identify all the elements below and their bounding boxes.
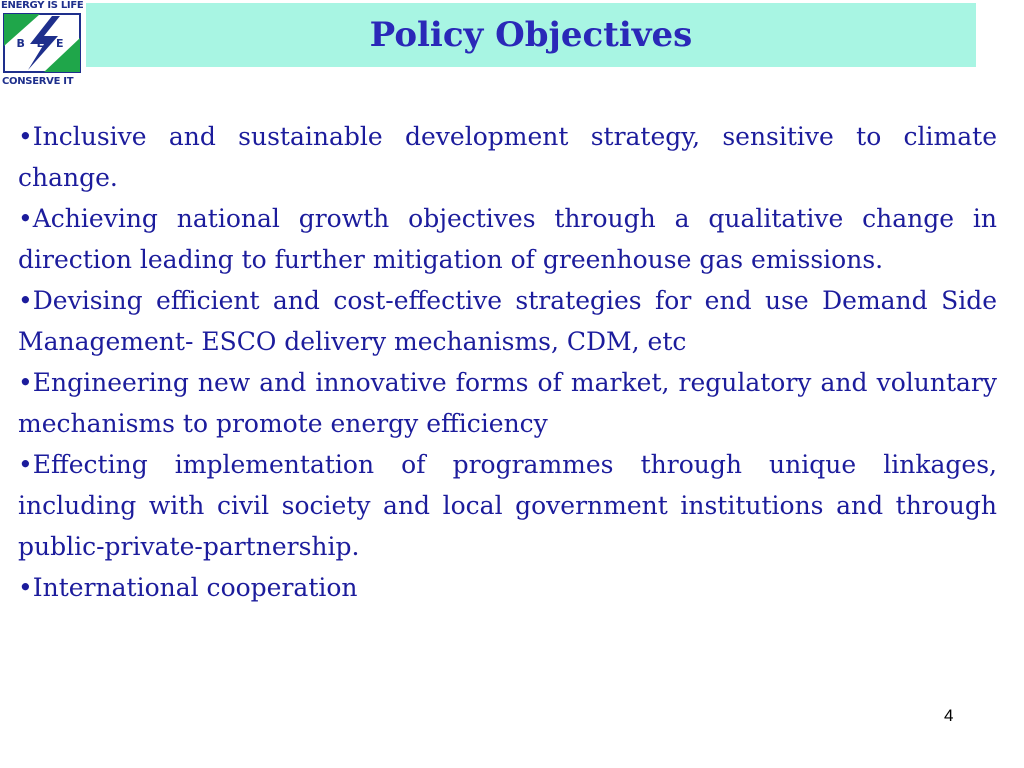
bee-emblem-icon xyxy=(0,12,84,76)
bullet-item: •Effecting implementation of programmes through unique linkages, including with civil society and local government institutions and through public-private-partnership. xyxy=(18,450,997,561)
logo-top-text: ENERGY IS LIFE xyxy=(1,0,84,11)
bullet-item: •Engineering new and innovative forms of market, regulatory and voluntary mechanisms to promote energy efficiency xyxy=(18,368,997,438)
title-bar xyxy=(86,3,976,67)
logo-bottom-text: CONSERVE IT xyxy=(2,76,74,87)
bullet-list xyxy=(18,116,997,608)
bullet-item: •Inclusive and sustainable development strategy, sensitive to climate change. xyxy=(18,122,997,192)
page-title: Policy Objectives xyxy=(369,15,693,55)
bullet-item: •Achieving national growth objectives through a qualitative change in direction leading to further mitigation of greenhouse gas emissions. xyxy=(18,204,997,274)
logo-middle-text: B E E xyxy=(16,37,68,50)
bullet-item: •Devising efficient and cost-effective strategies for end use Demand Side Management- ESCO delivery mechanisms, CDM, etc xyxy=(18,286,997,356)
bullet-item: •International cooperation xyxy=(18,573,358,602)
bee-logo xyxy=(0,0,84,92)
page-number: 4 xyxy=(944,706,954,725)
